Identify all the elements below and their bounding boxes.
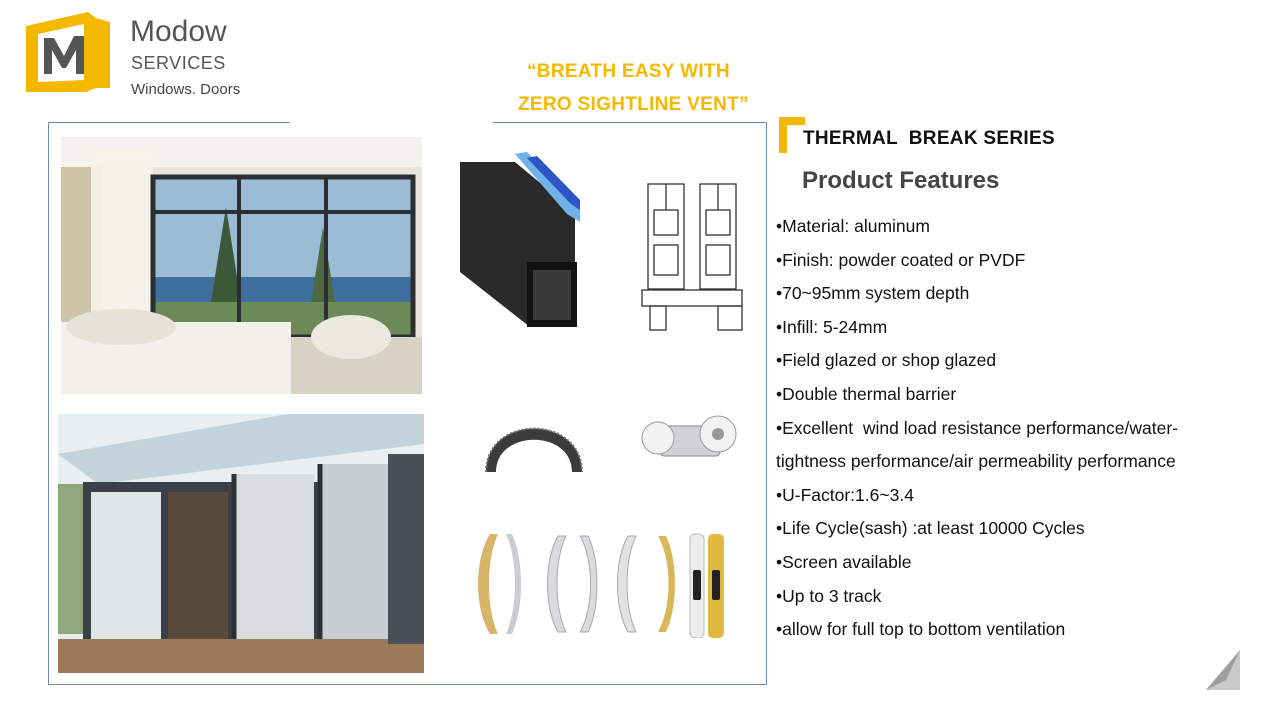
series-title: THERMAL BREAK SERIES — [803, 128, 1055, 149]
page-curl-icon — [1206, 650, 1240, 690]
frame-left — [48, 122, 49, 684]
frame-bottom — [48, 684, 767, 685]
features-title: Product Features — [802, 167, 1000, 194]
feature-list — [776, 214, 1236, 651]
brand-logo — [26, 12, 112, 94]
feature-item: •Finish: powder coated or PVDF — [776, 249, 1026, 270]
modow-m-logo-icon — [26, 12, 112, 94]
frame-right — [766, 122, 767, 684]
brand-name: Modow — [130, 15, 227, 48]
slogan-line-2: ZERO SIGHTLINE VENT” — [518, 94, 749, 115]
frame-top-right — [493, 122, 767, 123]
feature-item: •allow for full top to bottom ventilation — [776, 619, 1066, 640]
feature-item: •Excellent wind load resistance performance/water- — [776, 417, 1179, 438]
feature-item: •Infill: 5-24mm — [776, 316, 888, 337]
handles-image — [478, 530, 728, 638]
feature-item: •Material: aluminum — [776, 216, 930, 236]
profile-technical-drawing — [640, 180, 745, 332]
frame-top-left — [48, 122, 290, 123]
feature-item: •Life Cycle(sash) :at least 10000 Cycles — [776, 518, 1085, 539]
feature-item: •Double thermal barrier — [776, 383, 957, 404]
feature-item: •U-Factor:1.6~3.4 — [776, 484, 914, 505]
profile-section-image — [455, 152, 585, 332]
feature-item: •Screen available — [776, 551, 912, 572]
slogan-line-1: “BREATH EASY WITH — [527, 61, 730, 82]
feature-item-continued: tightness performance/air permeability performance — [776, 451, 1176, 472]
feature-item: •70~95mm system depth — [776, 283, 970, 304]
feature-item: •Field glazed or shop glazed — [776, 350, 997, 371]
yellow-corner-icon — [779, 117, 805, 153]
sliding-door-photo — [58, 414, 424, 673]
roller-image — [638, 412, 740, 464]
feature-item: •Up to 3 track — [776, 585, 882, 606]
bedroom-window-photo — [61, 137, 422, 394]
brand-tagline: Windows. Doors — [131, 81, 241, 98]
brand-services: SERVICES — [131, 53, 226, 73]
brush-seal-image — [482, 404, 586, 472]
